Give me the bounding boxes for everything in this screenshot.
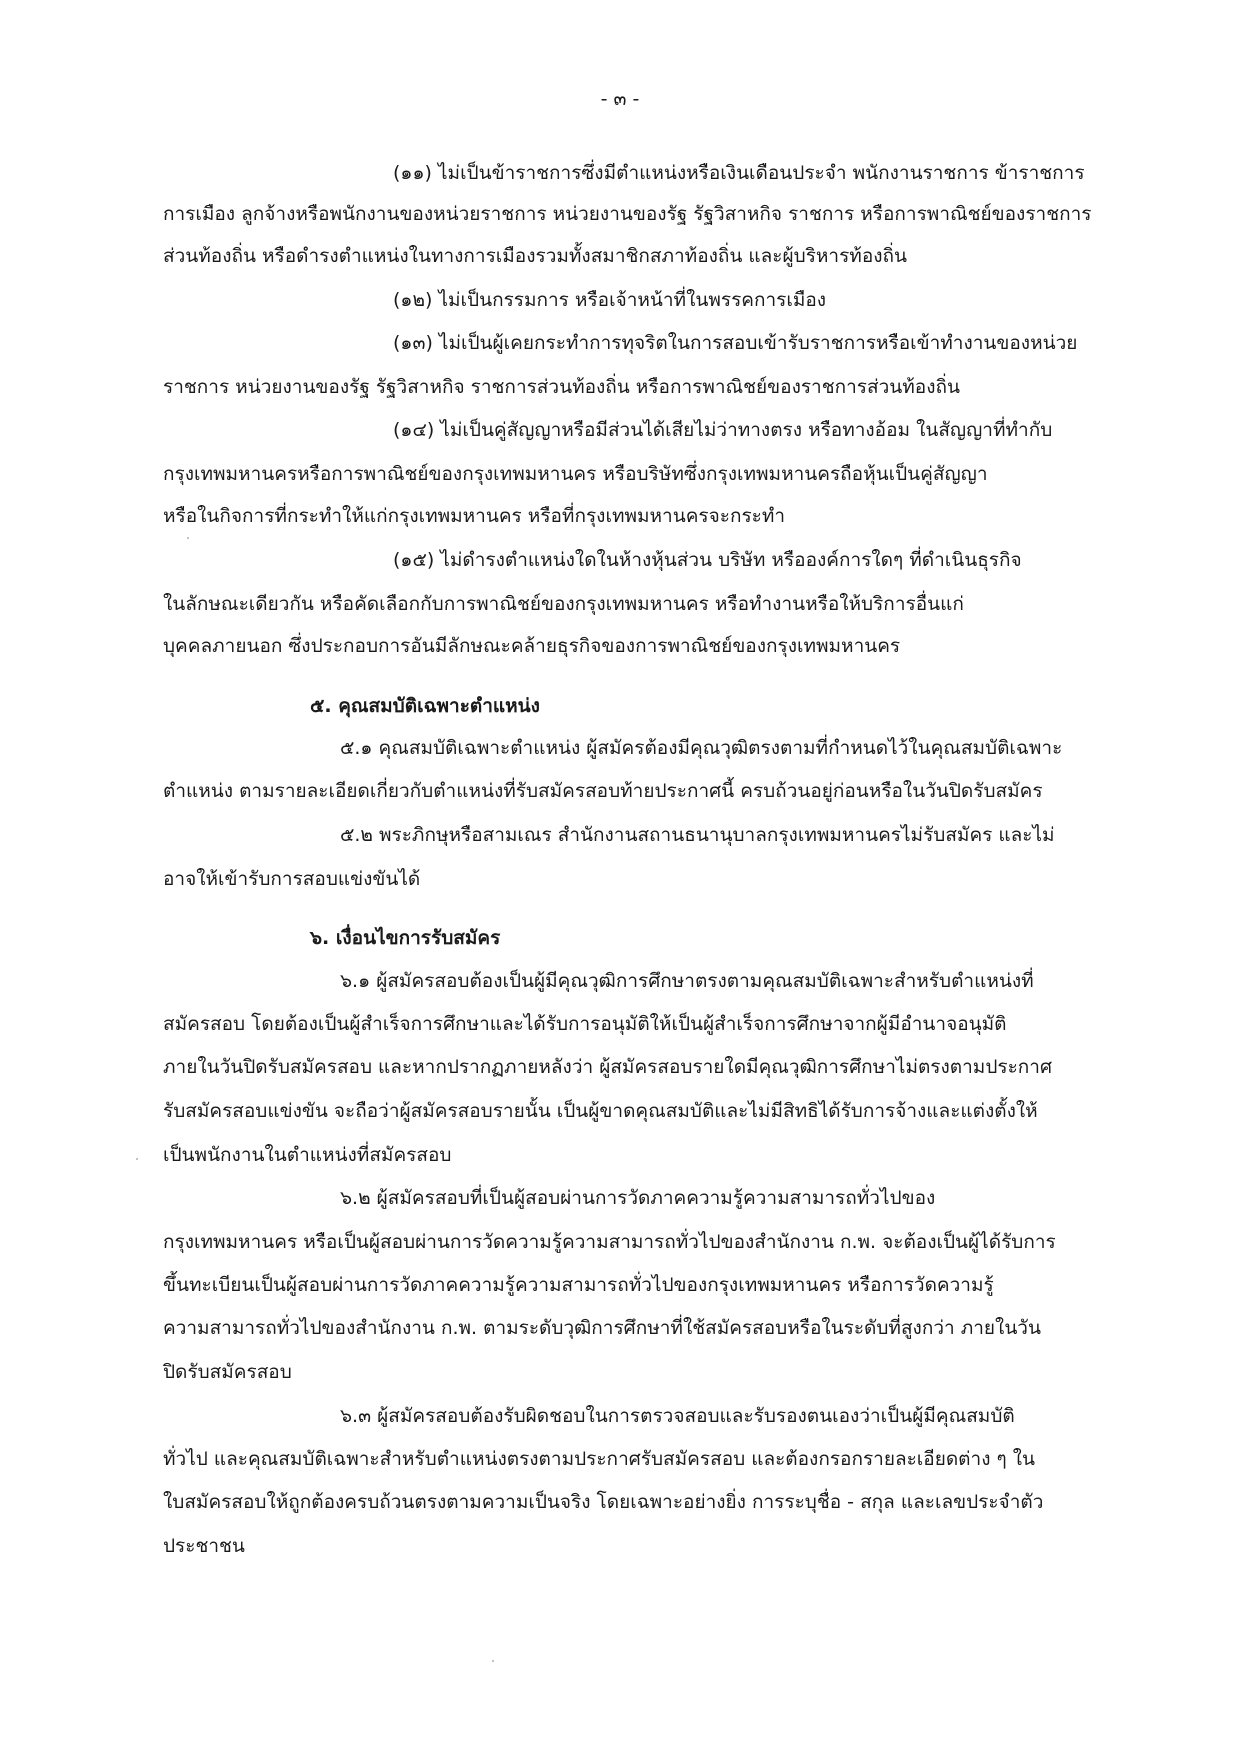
item-5-1-line-1: ๕.๑ คุณสมบัติเฉพาะตำแหน่ง ผู้สมัครต้องมีคุณวุฒิตรงตามที่กำหนดไว้ในคุณสมบัติเฉพาะ <box>340 737 1063 759</box>
item-11-line-1: (๑๑) ไม่เป็นข้าราชการซึ่งมีตำแหน่งหรือเงินเดือนประจำ พนักงานราชการ ข้าราชการ <box>393 162 1085 184</box>
item-5-2-line-2: อาจให้เข้ารับการสอบแข่งขันได้ <box>163 868 421 890</box>
item-5-1-line-2: ตำแหน่ง ตามรายละเอียดเกี่ยวกับตำแหน่งที่รับสมัครสอบท้ายประกาศนี้ ครบถ้วนอยู่ก่อนหรือในวันปิดรับสมัคร <box>163 780 1043 802</box>
item-6-1-line-4: รับสมัครสอบแข่งขัน จะถือว่าผู้สมัครสอบรายนั้น เป็นผู้ขาดคุณสมบัติและไม่มีสิทธิได้รับการจ้างและแต่งตั้งให้ <box>163 1100 1038 1122</box>
item-14-line-1: (๑๔) ไม่เป็นคู่สัญญาหรือมีส่วนได้เสียไม่ว่าทางตรง หรือทางอ้อม ในสัญญาที่ทำกับ <box>393 419 1053 441</box>
item-15-line-1: (๑๕) ไม่ดำรงตำแหน่งใดในห้างหุ้นส่วน บริษัท หรือองค์การใดๆ ที่ดำเนินธุรกิจ <box>393 549 1022 571</box>
item-12-line-1: (๑๒) ไม่เป็นกรรมการ หรือเจ้าหน้าที่ในพรรคการเมือง <box>393 289 827 311</box>
item-5-2-line-1: ๕.๒ พระภิกษุหรือสามเณร สำนักงานสถานธนานุบาลกรุงเทพมหานครไม่รับสมัคร และไม่ <box>340 824 1055 846</box>
page-number: - ๓ - <box>600 88 640 110</box>
item-6-1-line-2: สมัครสอบ โดยต้องเป็นผู้สำเร็จการศึกษาและได้รับการอนุมัติให้เป็นผู้สำเร็จการศึกษาจากผู้มีอำนาจอนุมัติ <box>163 1013 1007 1035</box>
item-14-line-2: กรุงเทพมหานครหรือการพาณิชย์ของกรุงเทพมหานคร หรือบริษัทซึ่งกรุงเทพมหานครถือหุ้นเป็นคู่สัญญา <box>163 463 988 485</box>
item-6-2-line-4: ความสามารถทั่วไปของสำนักงาน ก.พ. ตามระดับวุฒิการศึกษาที่ใช้สมัครสอบหรือในระดับที่สูงกว่า ภายในวัน <box>163 1317 1041 1339</box>
item-13-line-2: ราชการ หน่วยงานของรัฐ รัฐวิสาหกิจ ราชการส่วนท้องถิ่น หรือการพาณิชย์ของราชการส่วนท้องถิ่น <box>163 376 960 398</box>
item-11-line-3: ส่วนท้องถิ่น หรือดำรงตำแหน่งในทางการเมืองรวมทั้งสมาชิกสภาท้องถิ่น และผู้บริหารท้องถิ่น <box>163 245 908 267</box>
item-6-1-line-3: ภายในวันปิดรับสมัครสอบ และหากปรากฏภายหลังว่า ผู้สมัครสอบรายใดมีคุณวุฒิการศึกษาไม่ตรงตามประกาศ <box>163 1056 1053 1078</box>
item-15-line-2: ในลักษณะเดียวกัน หรือคัดเลือกกับการพาณิชย์ของกรุงเทพมหานคร หรือทำงานหรือให้บริการอื่นแก่ <box>163 593 964 615</box>
section-5-heading: ๕. คุณสมบัติเฉพาะตำแหน่ง <box>310 695 540 717</box>
item-6-3-line-3: ใบสมัครสอบให้ถูกต้องครบถ้วนตรงตามความเป็นจริง โดยเฉพาะอย่างยิ่ง การระบุชื่อ - สกุล และเลขประจำตัว <box>163 1491 1044 1513</box>
item-6-2-line-5: ปิดรับสมัครสอบ <box>163 1361 292 1383</box>
item-13-line-1: (๑๓) ไม่เป็นผู้เคยกระทำการทุจริตในการสอบเข้ารับราชการหรือเข้าทำงานของหน่วย <box>393 332 1078 354</box>
item-6-2-line-2: กรุงเทพมหานคร หรือเป็นผู้สอบผ่านการวัดความรู้ความสามารถทั่วไปของสำนักงาน ก.พ. จะต้องเป็นผู้ได้รับการ <box>163 1231 1056 1253</box>
item-15-line-3: บุคคลภายนอก ซึ่งประกอบการอันมีลักษณะคล้ายธุรกิจของการพาณิชย์ของกรุงเทพมหานคร <box>163 635 901 657</box>
item-6-3-line-4: ประชาชน <box>163 1535 245 1557</box>
item-14-line-3: หรือในกิจการที่กระทำให้แก่กรุงเทพมหานคร หรือที่กรุงเทพมหานครจะกระทำ <box>163 505 786 527</box>
item-11-line-2: การเมือง ลูกจ้างหรือพนักงานของหน่วยราชการ หน่วยงานของรัฐ รัฐวิสาหกิจ ราชการ หรือการพาณิชย์ของราชการ <box>163 203 1092 225</box>
scan-speck <box>136 1158 138 1160</box>
item-6-2-line-1: ๖.๒ ผู้สมัครสอบที่เป็นผู้สอบผ่านการวัดภาคความรู้ความสามารถทั่วไปของ <box>340 1187 936 1209</box>
item-6-1-line-5: เป็นพนักงานในตำแหน่งที่สมัครสอบ <box>163 1144 452 1166</box>
item-6-2-line-3: ขึ้นทะเบียนเป็นผู้สอบผ่านการวัดภาคความรู้ความสามารถทั่วไปของกรุงเทพมหานคร หรือการวัดความรู้ <box>163 1274 994 1296</box>
item-6-3-line-2: ทั่วไป และคุณสมบัติเฉพาะสำหรับตำแหน่งตรงตามประกาศรับสมัครสอบ และต้องกรอกรายละเอียดต่าง ๆ ใน <box>163 1448 1036 1470</box>
scan-speck <box>492 1660 494 1662</box>
item-6-1-line-1: ๖.๑ ผู้สมัครสอบต้องเป็นผู้มีคุณวุฒิการศึกษาตรงตามคุณสมบัติเฉพาะสำหรับตำแหน่งที่ <box>340 970 1034 992</box>
item-6-3-line-1: ๖.๓ ผู้สมัครสอบต้องรับผิดชอบในการตรวจสอบและรับรองตนเองว่าเป็นผู้มีคุณสมบัติ <box>340 1405 1015 1427</box>
scan-speck <box>187 537 189 539</box>
section-6-heading: ๖. เงื่อนไขการรับสมัคร <box>310 927 501 949</box>
